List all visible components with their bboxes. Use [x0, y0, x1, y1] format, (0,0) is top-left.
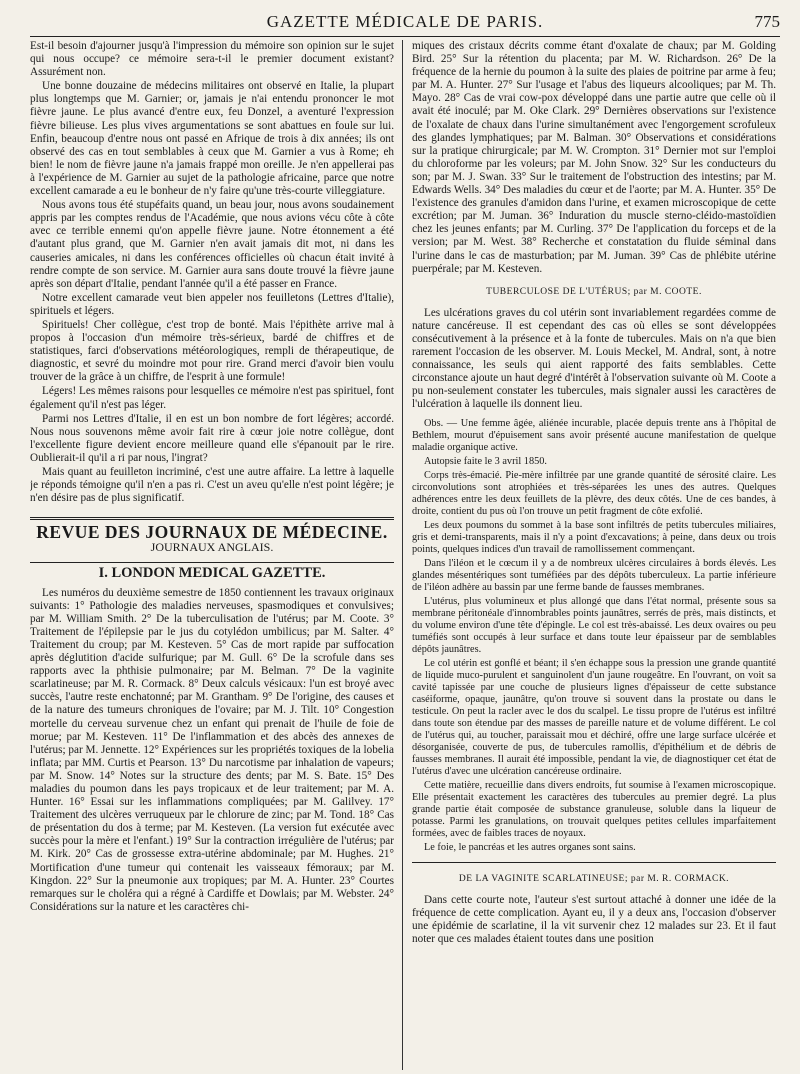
section-rule [30, 562, 394, 563]
section-rule [412, 862, 776, 863]
article-title: DE LA VAGINITE SCARLATINEUSE; par M. R. CORMACK. [458, 873, 730, 884]
journal-title: GAZETTE MÉDICALE DE PARIS. [266, 12, 544, 31]
paragraph: Nous avons tous été stupéfaits quand, un beau jour, nous avons soudainement appris par les comptes rendus de l'Académie, que nous avions vécu côte à côte avec ce terrible ennemi qu'on appelle fièvre jaune. Notre étonnement a été d'autant plus grand, que M. Garnier n'en avait jamais dit mot, ni dans les causeries amicales, ni dans les conférences officielles où chacun était invité à rendre compte de son service. M. Garnier aura sans doute trouvé la fièvre jaune après son départ d'Italie, pendant l'année qu'il a été passer en France. [30, 199, 394, 290]
paragraph: Les deux poumons du sommet à la base sont infiltrés de petits tubercules miliaires, gris et demi-transparents, mais il n'y a point d'excavations; à peine, dans deux ou trois points, quelques indices d'un travail de ramollissement commençant. [412, 519, 776, 555]
journal-heading: I. LONDON MEDICAL GAZETTE. [98, 565, 326, 582]
paragraph: Notre excellent camarade veut bien appeler nos feuilletons (Lettres d'Italie), spirituels et légers. [30, 291, 394, 317]
paragraph: Légers! Les mêmes raisons pour lesquelles ce mémoire n'est pas spirituel, font également qu'il n'est pas léger. [30, 385, 394, 411]
right-column [412, 40, 776, 1070]
paragraph: miques des cristaux décrits comme étant d'oxalate de chaux; par M. Golding Bird. 25° Sur la rétention du placenta; par M. W. Richardson. 26° De la fréquence de la hernie du poumon à la suite des plaies de poitrine par arme à feu; par M. A. Hunter. 27° Sur l'usage et l'abus des liqueurs alcooliques; par M. Th. Mayo. 28° Cas de vrai cow-pox développé dans une partie autre que celle où il avait été inoculé; par M. Oke Clark. 29° Dernières observations sur l'existence de l'oxalate de chaux dans l'urine simultanément avec l'engorgement scrofuleux des glandes lymphatiques; par M. Balman. 30° Observations et considérations sur la pratique chirurgicale; par M. W. Crompton. 31° Dernier mot sur l'emploi du chloroforme par les voleurs; par M. John Snow. 32° Sur les conducteurs du son; par M. J. Swan. 33° Sur le traitement de l'obstruction des intestins; par M. Edwards Wells. 34° Des maladies du cœur et de l'aorte; par M. A. Hunter. 35° De l'existence des granules d'amidon dans l'urine, et examen microscopique de cette excrétion; par M. Juman. 36° Induration du muscle sterno-cléido-mastoïdien chez les jeunes enfants; par M. Curling. 37° De l'application du forceps et de la version; par M. West. 38° Recherche et constatation du fluide séminal dans l'urine dans le cas de masturbation; par M. Juman. 39° Cas de phlébite utérine puerpérale; par M. Kesteven. [412, 40, 776, 275]
page-number: 775 [754, 12, 780, 31]
page-header [30, 12, 780, 37]
paragraph: Une bonne douzaine de médecins militaires ont observé en Italie, la plupart plus longtemps que M. Garnier; or, jamais je n'ai entendu prononcer le mot fièvre jaune. Le plus avancé d'entre eux, feu Donzel, a aventuré l'expression fièvre bilieuse. Les plus vives argumentations se sont abattues en foule sur lui. Enfin, beaucoup d'entre nous ont passé en Afrique de trois à dix années; ils ont observé des cas en tout semblables à ceux que M. Garnier a vus à Rome; eh bien! le nom de fièvre jaune n'a jamais frappé mon oreille. Je n'en appellerai pas à l'expérience de M. Garnier au sujet de la pathologie africaine, parce que notre excellent camarade a eu le bonheur de n'y faire qu'une très-courte villeggiature. [30, 80, 394, 198]
paragraph: Est-il besoin d'ajourner jusqu'à l'impression du mémoire son opinion sur le sujet qui nous occupe? ce mémoire sera-t-il le premier document existant? Assurément non. [30, 40, 394, 79]
paragraph: Dans cette courte note, l'auteur s'est surtout attaché à donner une idée de la fréquence de cette complication. Ayant eu, il y a deux ans, l'occasion d'observer une épidémie de scarlatine, il la vit survenir chez 12 malades sur 23. Et il faut noter que ces malades étaient toutes dans une position [412, 893, 776, 945]
paragraph: Mais quant au feuilleton incriminé, c'est une autre affaire. La lettre à laquelle je réponds témoigne qu'il n'en a pas ri. C'est un aveu qu'elle n'est point légère; je n'en désire pas de plus significatif. [30, 466, 394, 505]
section-rule [30, 517, 394, 520]
paragraph: Parmi nos Lettres d'Italie, il en est un bon nombre de fort légères; accordé. Nous nous souvenons même avoir fait rire à cœur joie notre collègue, dont l'excellente figure devient encore meilleure quand elle s'épanouit par le rire. Oublierait-il qu'il a ri par nous, l'ingrat? [30, 412, 394, 464]
paragraph: Le col utérin est gonflé et béant; il s'en échappe sous la pression une grande quantité de liquide muco-purulent et sanguinolent d'un jaune rougeâtre. En l'ouvrant, on voit sa cavité tapissée par une couche de plusieurs lignes d'épaisseur de cette substance caséiforme, opaque, jaunâtre, qu'on trouve si souvent dans la prostate ou dans le testicule. On peut la racler avec le dos du scalpel. Le tissu propre de l'utérus est infiltré dans toute son étendue par des masses de pareille nature et de volume différent. Le col de l'utérus qui, au toucher, paraissait mou et déchiré, offre une large surface ulcérée et désorganisée, couverte de pus, de tubercules ramollis, d'épithélium et de débris de fausses membranes. Il aurait été impossible, pendant la vie, de diagnostiquer cet état de l'utérus d'avec une ulcération cancéreuse ordinaire. [412, 657, 776, 777]
column-divider [402, 40, 403, 1070]
paragraph: Autopsie faite le 3 avril 1850. [424, 455, 547, 467]
left-column [30, 40, 394, 1070]
paragraph: Spirituels! Cher collègue, c'est trop de bonté. Mais l'épithète arrive mal à propos à l'occasion d'un mémoire très-sérieux, bardé de chiffres et de statistiques, farci d'observations météorologiques, rempli de thérapeutique, de diagnostic, et sevré du moindre mot pour rire. Grand merci d'avoir bien voulu trouver de la grâce à un chiffre, de l'esprit à une formule! [30, 318, 394, 384]
paragraph: Les numéros du deuxième semestre de 1850 contiennent les travaux originaux suivants: 1° Pathologie des maladies nerveuses, spasmodiques et convulsives; par M. William Smith. 2° De la tuberculisation de l'utérus; par M. Coote. 3° Traitement de l'épilepsie par le jus du cotylédon umbilicus; par M. Salter. 4° Traitement du croup; par M. Kesteven. 5° Cas de mort rapide par suffocation après déglutition d'acide sulfurique; par M. Gull. 6° De la scrofule dans ses rapports avec la phthisie pulmonaire; par M. Belman. 7° De la vaginite scarlatineuse; par M. R. Cormack. 8° Deux calculs vésicaux: l'un est broyé avec succès, l'autre reste enchatonné; par M. Grantham. 9° De l'origine, des causes et de la nature des tumeurs chroniques de l'ovaire; par M. J. Tilt. 10° Congestion mortelle du cerveau survenue chez un enfant qui prenait de l'huile de foie de morue; par M. Kesteven. 11° De l'inflammation et des abcès des annexes de l'utérus; par M. Jennette. 12° Expériences sur les propriétés toxiques de la lobelia inflata; par MM. Curtis et Pearson. 13° Du narcotisme par inhalation de vapeurs; par M. Snow. 14° Notes sur la structure des dents; par M. S. Bate. 15° Des maladies du poumon dans les pays tropicaux et de leur traitement; par M. A. Hunter. 16° Essai sur les inflammations compliquées; par M. Galilvey. 17° Traitement des ulcères verruqueux par le chlorure de zinc; par M. Tond. 18° Cas de présentation du dos à terme; par M. Kesteven. (La version fut exécutée avec succès pour la mère et l'enfant.) 19° Sur la contraction irrégulière de l'utérus; par M. Kirk. 20° Cas de grossesse extra-utérine abdominale; par M. Hughes. 21° Mortification d'une tumeur qui contenait les vaisseaux fémoraux; par M. Kingdon. 22° Sur la pneumonie aux tropiques; par M. A. Hunter. 23° Courtes remarques sur le choléra qui a régné à Cardiffe et Dowlais; par M. Webster. 24° Considérations sur la nature et les caractères chi- [30, 586, 394, 913]
observation-block [412, 418, 776, 854]
paragraph: Corps très-émacié. Pie-mère infiltrée par une grande quantité de sérosité claire. Les circonvolutions sont atrophiées et très-séparées les unes des autres. Quelques adhérences entre les deux feuillets de la plèvre, des deux côtés. Une de ces bandes, à droite, contient du pus où l'on trouve un petit fragment de côte exfolié. [412, 469, 776, 517]
paragraph: Obs. — Une femme âgée, aliénée incurable, placée depuis trente ans à l'hôpital de Bethlem, mourut d'épuisement sans avoir présenté aucune manifestation de quelque maladie organique active. [412, 417, 776, 453]
article-title: TUBERCULOSE DE L'UTÉRUS; par M. COOTE. [486, 286, 702, 297]
section-title: REVUE DES JOURNAUX DE MÉDECINE. [36, 522, 388, 543]
paragraph: Dans l'iléon et le cœcum il y a de nombreux ulcères circulaires à bords élevés. Les glandes mésentériques sont tuméfiées par des dépôts tuberculeux. La partie inférieure de l'iléon adhère au bassin par une ferme bande de fausses membranes. [412, 557, 776, 593]
paragraph: Les ulcérations graves du col utérin sont invariablement regardées comme de nature cancéreuse. Il est cependant des cas où elles se sont développées consécutivement à la présence et à la fonte de tubercules. Mais on n'a que bien rarement l'occasion de les observer. M. Louis Meckel, M. Andral, sont, à notre connaissance, les seuls qui aient rapporté des faits semblables. Cette circonstance ajoute un haut degré d'intérêt à l'observation suivante où M. Coote a pu non-seulement constater les tubercules, mais signaler aussi les caractères de l'ulcération à laquelle ils donnent lieu. [412, 306, 776, 411]
section-subtitle: JOURNAUX ANGLAIS. [150, 540, 274, 555]
paragraph: L'utérus, plus volumineux et plus allongé que dans l'état normal, présente sous sa membrane péritonéale d'innombrables points jaunâtres, serrés de près, mais distincts, et du volume environ d'une tête d'épingle. Le col est très-abaissé. Les deux ovaires ou peu tuméfiés sont occupés à leur surface et dans toute leur épaisseur par de semblables dépôts jaunâtres. [412, 595, 776, 655]
paragraph: Cette matière, recueillie dans divers endroits, fut soumise à l'examen microscopique. Elle présentait exactement les caractères des tubercules au premier degré. La plus grande partie était composée de substance granuleuse, soluble dans la liqueur de potasse. Parmi les granulations, on trouvait quelques petites cellules imparfaitement formées, avec de faibles traces de noyaux. [412, 779, 776, 839]
paragraph: Le foie, le pancréas et les autres organes sont sains. [424, 841, 636, 853]
